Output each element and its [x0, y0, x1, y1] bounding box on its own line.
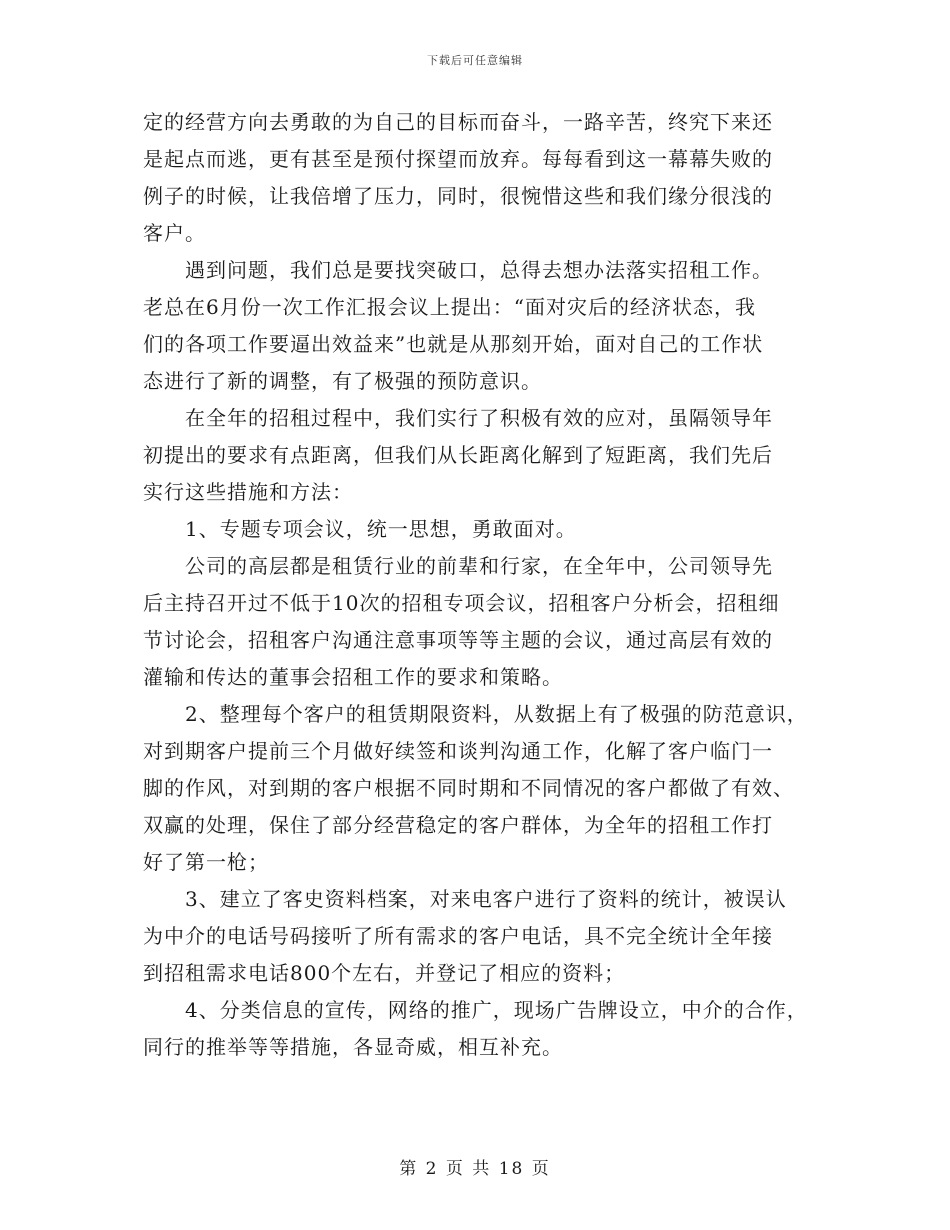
text-line: 脚的作风，对到期的客户根据不同时期和不同情况的客户都做了有效、 — [143, 776, 794, 800]
text-line: 例子的时候，让我倍增了压力，同时，很惋惜这些和我们缘分很浅的 — [143, 184, 773, 208]
text-line: 客户。 — [143, 221, 206, 245]
text-line: 老总在6月份一次工作汇报会议上提出：“面对灾后的经济状态，我 — [143, 295, 756, 319]
text-line: 为中介的电话号码接听了所有需求的客户电话，具不完全统计全年接 — [143, 924, 773, 948]
text-line: 们的各项工作要逼出效益来”也就是从那刻开始，面对自己的工作状 — [143, 332, 764, 356]
text-line: 3、建立了客史资料档案，对来电客户进行了资料的统计，被误认 — [143, 887, 787, 911]
text-line: 初提出的要求有点距离，但我们从长距离化解到了短距离，我们先后 — [143, 443, 773, 467]
text-line: 好了第一枪； — [143, 850, 269, 874]
document-body — [143, 104, 823, 1066]
page-number-footer: 第 2 页 共 18 页 — [399, 1159, 551, 1179]
text-line: 对到期客户提前三个月做好续签和谈判沟通工作，化解了客户临门一 — [143, 739, 773, 763]
text-line: 同行的推举等等措施，各显奇威，相互补充。 — [143, 1035, 563, 1059]
text-line: 公司的高层都是租赁行业的前辈和行家，在全年中，公司领导先 — [143, 554, 773, 578]
text-line: 1、专题专项会议，统一思想，勇敢面对。 — [143, 517, 577, 541]
text-line: 4、分类信息的宣传，网络的推广，现场广告牌设立，中介的合作， — [143, 998, 808, 1022]
text-line: 遇到问题，我们总是要找突破口，总得去想办法落实招租工作。 — [143, 258, 773, 282]
text-line: 2、整理每个客户的租赁期限资料，从数据上有了极强的防范意识， — [143, 702, 808, 726]
text-line: 定的经营方向去勇敢的为自己的目标而奋斗，一路辛苦，终究下来还 — [143, 110, 773, 134]
text-line: 到招租需求电话800个左右，并登记了相应的资料； — [143, 961, 626, 985]
page-header: 下载后可任意编辑 — [427, 54, 523, 67]
text-line: 是起点而逃，更有甚至是预付探望而放弃。每每看到这一幕幕失败的 — [143, 147, 773, 171]
text-line: 实行这些措施和方法： — [143, 480, 353, 504]
text-line: 后主持召开过不低于10次的招租专项会议，招租客户分析会，招租细 — [143, 591, 780, 615]
text-line: 灌输和传达的董事会招租工作的要求和策略。 — [143, 665, 563, 689]
text-line: 双赢的处理，保住了部分经营稳定的客户群体，为全年的招租工作打 — [143, 813, 773, 837]
text-line: 态进行了新的调整，有了极强的预防意识。 — [143, 369, 542, 393]
text-line: 在全年的招租过程中，我们实行了积极有效的应对，虽隔领导年 — [143, 406, 773, 430]
text-line: 节讨论会，招租客户沟通注意事项等等主题的会议，通过高层有效的 — [143, 628, 773, 652]
